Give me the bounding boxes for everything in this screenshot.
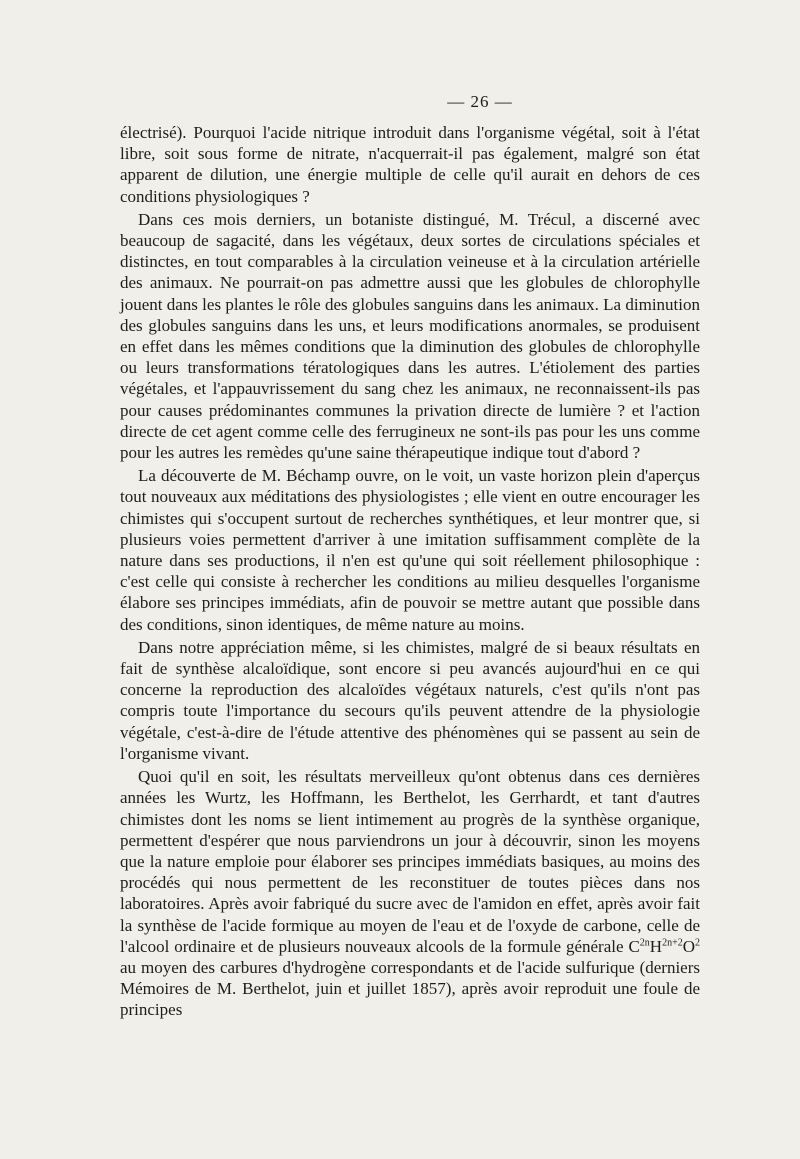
paragraph-2: Dans ces mois derniers, un botaniste distingué, M. Trécul, a discerné avec beaucoup de sagacité, dans les végétaux, deux sortes de circulations spéciales et distinctes, en tout comparables à la circulation veineuse et à la circulation artérielle des animaux. Ne pourrait-on pas admettre aussi que les globules de chlorophylle jouent dans les plantes le rôle des globules sanguins dans les animaux. La diminution des globules sanguins dans les uns, et leurs modifications anormales, se produisent en effet dans les mêmes conditions que la diminution des globules de chlorophylle ou leurs transformations tératologiques dans les autres. L'étiolement des parties végétales, et l'appauvrissement du sang chez les animaux, ne reconnaissent-ils pas pour causes prédominantes communes la privation directe de lumière ? et l'action directe de cet agent comme celle des ferrugineux ne sont-ils pas pour les uns comme pour les autres les remèdes qu'une saine thérapeutique indique tout d'abord ? xyxy=(120,209,700,463)
paragraph-1: électrisé). Pourquoi l'acide nitrique introduit dans l'organisme végétal, soit à l'état libre, soit sous forme de nitrate, n'acquerrait-il pas également, malgré son état apparent de dilution, une énergie multiple de celle qu'il aurait en dehors de ces conditions physiologiques ? xyxy=(120,123,700,206)
chemical-formula xyxy=(628,937,700,956)
formula-oxygen: O xyxy=(682,936,695,956)
formula-oxygen-exponent: 2 xyxy=(695,937,700,949)
paragraph-4: Dans notre appréciation même, si les chimistes, malgré de si beaux résultats en fait de synthèse alcaloïdique, sont encore si peu avancés aujourd'hui en ce qui concerne la reproduction des alcaloïdes végétaux naturels, c'est qu'ils n'ont pas compris toute l'importance du secours qu'ils peuvent attendre de la physiologie végétale, c'est-à-dire de l'étude attentive des phénomènes qui se passent au sein de l'organisme vivant. xyxy=(120,637,700,763)
formula-hydrogen-exponent: 2n+2 xyxy=(662,937,683,949)
formula-hydrogen: H xyxy=(649,936,663,956)
paragraph-5 xyxy=(120,766,700,1020)
page-number: — 26 — xyxy=(447,92,513,111)
paragraph-5-text: Quoi qu'il en soit, les résultats merveilleux qu'ont obtenus dans ces dernières années les Wurtz, les Hoffmann, les Berthelot, les Gerrhardt, et tant d'autres chimistes dont les noms se lient intimement au progrès de la synthèse organique, permettent d'espérer que nous parviendrons un jour à découvrir, sinon les moyens que la nature emploie pour élaborer ses principes immédiats basiques, au moins des procédés qui nous permettent de les reconstituer de toutes pièces dans nos laboratoires. Après avoir fabriqué du sucre avec de l'amidon en effet, après avoir fait la synthèse de l'acide formique au moyen de l'eau et de l'oxyde de carbone, celle de l'alcool ordinaire et de plusieurs nouveaux alcools de la formule générale xyxy=(120,767,700,956)
paragraph-3: La découverte de M. Béchamp ouvre, on le voit, un vaste horizon plein d'aperçus tout nouveaux aux méditations des physiologistes ; elle vient en outre encourager les chimistes qui s'occupent surtout de recherches synthétiques, et leur montrer que, si plusieurs voies permettent d'arriver à une imitation suffisamment complète de la nature dans ses productions, il n'en est qu'une qui soit réellement philosophique : c'est celle qui consiste à rechercher les conditions au milieu desquelles l'organisme élabore ses principes immédiats, afin de pouvoir se mettre autant que possible dans des conditions, sinon identiques, de même nature au moins. xyxy=(120,466,700,634)
formula-carbon: C xyxy=(628,936,640,956)
paragraph-5-tail: au moyen des carbures d'hydrogène correspondants et de l'acide sulfurique (derniers Mémoires de M. Berthelot, juin et juillet 1857), après avoir reproduit une foule de principes xyxy=(120,957,700,1020)
formula-carbon-exponent: 2n xyxy=(639,937,650,949)
